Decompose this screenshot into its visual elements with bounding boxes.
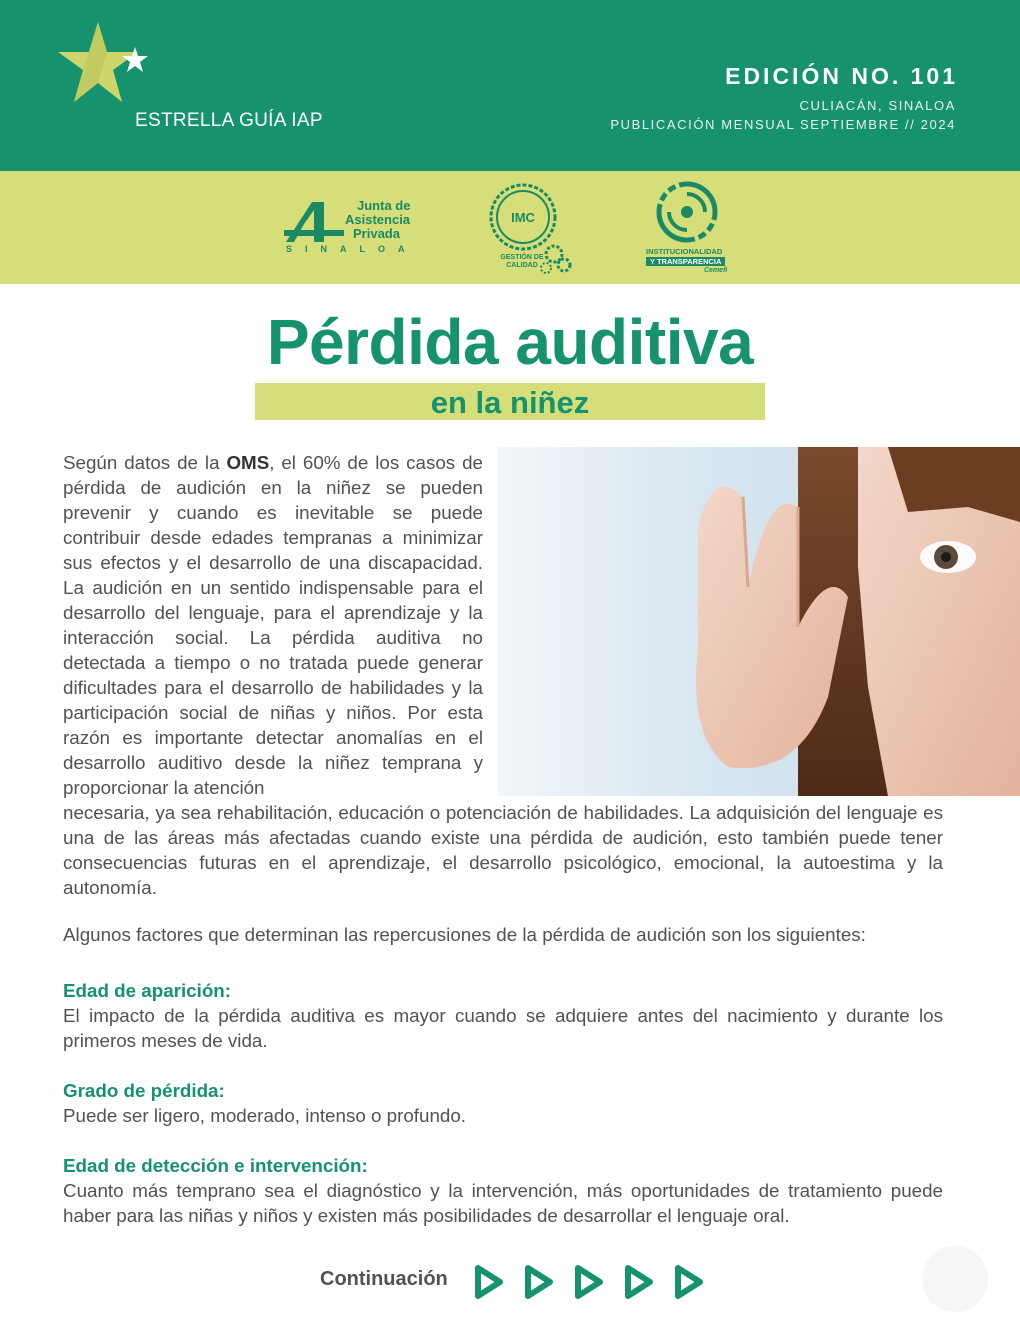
jap-name: Junta de Asistencia Privada — [345, 198, 411, 241]
article-subtitle: en la niñez — [255, 383, 765, 420]
edition-number: EDICIÓN NO. 101 — [725, 63, 958, 89]
play-arrow-icon — [678, 1268, 700, 1296]
article-title: Pérdida auditiva — [266, 306, 754, 378]
jap-logo-icon — [284, 198, 344, 244]
section-heading-degree: Grado de pérdida: — [63, 1080, 225, 1101]
play-arrow-icon — [528, 1268, 550, 1296]
child-listening-photo — [498, 447, 1020, 796]
continue-arrows[interactable] — [470, 1262, 710, 1302]
cemefi-spiral-icon — [655, 180, 719, 244]
city-label: CULIACÁN, SINALOA — [799, 98, 956, 113]
cemefi-label: Cemefi — [704, 267, 728, 274]
page-header — [0, 0, 1020, 171]
section-text-onset: El impacto de la pérdida auditiva es mayor cuando se adquiere antes del nacimiento y durante los primeros meses de vida. — [63, 1005, 943, 1051]
section-text-detection: Cuanto más temprano sea el diagnóstico y la intervención, más oportunidades de tratamiento puede haber para las niñas y niños y existen más posibilidades de desarrollar el lenguaje oral. — [63, 1180, 943, 1226]
oms-highlight: OMS — [226, 452, 270, 473]
intro-paragraph-continued: necesaria, ya sea rehabilitación, educación o potenciación de habilidades. La adquisición del lenguaje es una de las áreas más afectadas cuando existe una pérdida de audición, esto también puede tener consecuencias futuras en el aprendizaje, el desarrollo psicológico, emocional, la autoestima y la autonomía. — [63, 802, 943, 898]
gestion-calidad-label: GESTIÓN DE CALIDAD — [500, 254, 544, 269]
section-text-degree: Puede ser ligero, moderado, intenso o profundo. — [63, 1105, 467, 1126]
transparencia-label: Y TRANSPARENCIA — [646, 257, 725, 266]
section-heading-detection: Edad de detección e intervención: — [63, 1155, 368, 1176]
small-star-icon — [122, 47, 148, 73]
org-name: ESTRELLA GUÍA IAP — [135, 110, 323, 131]
jap-state: SINALOA — [286, 244, 418, 254]
intro-paragraph: Según datos de la OMS, el 60% de los casos de pérdida de audición en la niñez se pueden prevenir y cuando es inevitable se puede contribuir desde edades tempranas a minimizar sus efectos y el desarrollo de una discapacidad. La audición en un sentido indispensable para el desarrollo del lenguaje, para el aprendizaje y la interacción social. La pérdida auditiva no detectada a tiempo o no tratada puede generar dificultades para el desarrollo de habilidades y la participación social de niñas y niños. Por esta razón es importante detectar anomalías en el desarrollo auditivo desde la niñez temprana y proporcionar la atención — [63, 452, 483, 798]
publication-date: PUBLICACIÓN MENSUAL SEPTIEMBRE // 2024 — [610, 117, 956, 132]
play-arrow-icon — [478, 1268, 500, 1296]
page-corner-circle — [922, 1246, 988, 1312]
factors-intro: Algunos factores que determinan las repercusiones de la pérdida de audición son los siguientes: — [63, 924, 866, 945]
continue-label: Continuación — [320, 1268, 448, 1290]
svg-text:IMC: IMC — [511, 210, 535, 225]
play-arrow-icon — [628, 1268, 650, 1296]
section-heading-onset: Edad de aparición: — [63, 980, 232, 1001]
institucionalidad-label: INSTITUCIONALIDAD — [646, 247, 723, 256]
play-arrow-icon — [578, 1268, 600, 1296]
